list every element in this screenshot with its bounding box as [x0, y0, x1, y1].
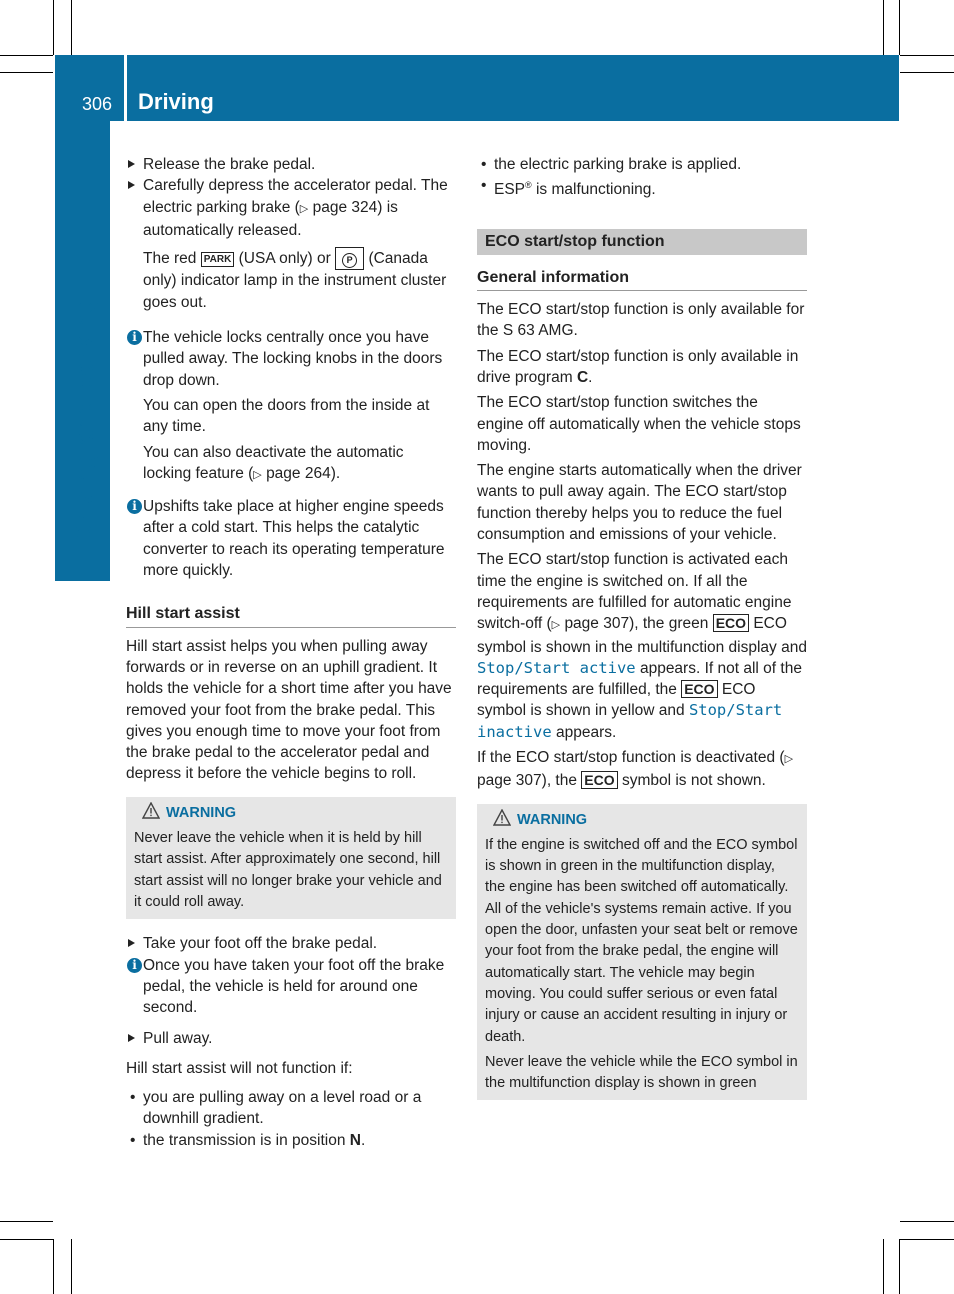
step-foot-off-brake: Take your foot off the brake pedal. — [126, 933, 456, 954]
section-heading-eco: ECO start/stop function — [477, 229, 807, 255]
crop-mark — [0, 1239, 53, 1240]
list-item: • you are pulling away on a level road or a downhill gradient. — [126, 1087, 456, 1130]
header-separator — [124, 55, 127, 121]
info-icon: i — [127, 958, 142, 973]
warning-heading: WARNING — [485, 810, 799, 831]
crop-mark — [53, 0, 54, 55]
crop-mark — [899, 1239, 900, 1294]
crop-mark — [883, 0, 884, 55]
info-note-locking: i The vehicle locks centrally once you have pulled away. The locking knobs in the doors drop down. You can open the doors from the inside at any time. You can also deactivate the automatic locking feature (▷ page 264). — [126, 327, 456, 486]
crop-mark — [900, 72, 954, 73]
warning-box-eco — [477, 804, 807, 1101]
crop-mark — [0, 1221, 53, 1222]
subsection-heading-general: General information — [477, 267, 807, 291]
eco-paragraph: The engine starts automatically when the driver wants to pull away again. The ECO start/stop function thereby helps you to reduce the fuel consumption and emissions of your vehicle. — [477, 462, 802, 544]
warning-text: Never leave the vehicle while the ECO symbol in the multifunction display is shown in green — [485, 1053, 798, 1092]
crop-mark — [0, 55, 53, 56]
crop-mark — [53, 1239, 54, 1294]
page-ref-arrow-icon: ▷ — [299, 202, 309, 215]
list-item: • the transmission is in position N. — [126, 1130, 456, 1151]
page-ref-link[interactable]: page 324 — [312, 198, 378, 216]
display-message-stop-start-active: Stop/Start active — [477, 658, 636, 677]
park-indicator-icon: PARK — [201, 252, 235, 267]
not-function-intro: Hill start assist will not function if: — [126, 1059, 353, 1077]
crop-mark — [71, 0, 72, 55]
eco-paragraph: The ECO start/stop function switches the engine off automatically when the vehicle stops moving. — [477, 394, 801, 454]
crop-mark — [0, 72, 53, 73]
info-note-held: i Once you have taken your foot off the brake pedal, the vehicle is held for around one second. — [126, 955, 456, 1019]
eco-symbol-icon: ECO — [681, 680, 717, 698]
eco-paragraph: If the ECO start/stop function is deactivated (▷ page 307), the ECO symbol is not shown. — [477, 748, 794, 790]
chapter-title: Driving — [138, 89, 214, 114]
warning-box-hill-start — [126, 797, 456, 919]
right-column — [477, 154, 807, 1100]
crop-mark — [899, 0, 900, 55]
section-heading-hill-start: Hill start assist — [126, 603, 456, 627]
info-icon: i — [127, 499, 142, 514]
page-ref-link[interactable]: page 307 — [564, 615, 630, 633]
page-ref-link[interactable]: page 307 — [477, 772, 542, 790]
hill-start-paragraph: Hill start assist helps you when pulling away forwards or in reverse on an uphill gradient. It holds the vehicle for a short time after you have removed your foot from the brake pedal. This gives you enough time to move your foot from the brake pedal to the accelerator pedal and depress it before the vehicle begins to roll. — [126, 637, 452, 783]
page-ref-arrow-icon: ▷ — [784, 752, 794, 765]
step-depress-accelerator: Carefully depress the accelerator pedal. The electric parking brake (▷ page 324) is automatically released. — [126, 175, 456, 241]
page-ref-arrow-icon: ▷ — [253, 468, 262, 481]
crop-mark — [900, 1239, 954, 1240]
page-ref-link[interactable]: page 264 — [266, 464, 331, 482]
eco-paragraph: The ECO start/stop function is activated each time the engine is switched on. If all the requirements are fulfilled for automatic engine switch-off (▷ page 307), the green ECO ECO symbol is shown in the multifunction display and Stop/Start active appears. If not all of the requirements are fulfilled, the ECO ECO symbol is shown in yellow and Stop/Start inactive appears. — [477, 551, 807, 741]
eco-paragraph: The ECO start/stop function is only available for the S 63 AMG. — [477, 301, 805, 340]
crop-mark — [900, 55, 954, 56]
warning-text: If the engine is switched off and the ECO symbol is shown in green in the multifunction display, the engine has been switched off automatically. All of the vehicle's systems remain active. If you open the door, unfasten your seat belt or remove your foot from the brake pedal, the engine will automatically start. The vehicle may begin moving. You could suffer serious or even fatal injury or cause an accident resulting in injury or death. — [485, 836, 798, 1045]
chapter-tab-label: Driving and parking — [68, 297, 99, 543]
page-number: 306 — [82, 94, 113, 114]
warning-text: Never leave the vehicle when it is held by hill start assist. After approximately one second, hill start assist will no longer brake your vehicle and it could roll away. — [134, 830, 442, 910]
crop-mark — [71, 1239, 72, 1294]
info-note-upshifts: i Upshifts take place at higher engine speeds after a cold start. This helps the catalytic converter to reach its operating temperature more quickly. — [126, 496, 456, 581]
warning-triangle-icon — [493, 809, 511, 826]
step-pull-away: Pull away. — [126, 1028, 456, 1049]
eco-symbol-icon: ECO — [581, 771, 617, 789]
eco-symbol-icon: ECO — [713, 614, 749, 632]
step-release-brake: Release the brake pedal. — [126, 154, 456, 175]
list-item: • the electric parking brake is applied. — [477, 154, 807, 175]
warning-heading: WARNING — [134, 803, 448, 824]
info-icon: i — [127, 330, 142, 345]
parking-brake-indicator-icon: P — [335, 247, 364, 270]
page-ref-arrow-icon: ▷ — [551, 619, 561, 632]
indicator-lamp-text: The red PARK (USA only) or P (Canada only) indicator lamp in the instrument cluster goes out. — [126, 247, 456, 313]
crop-mark — [900, 1221, 954, 1222]
list-item: • ESP® is malfunctioning. — [477, 175, 807, 200]
display-message-stop-start-inactive: Stop/Start inactive — [477, 701, 783, 741]
warning-triangle-icon — [142, 802, 160, 819]
crop-mark — [883, 1239, 884, 1294]
eco-paragraph: The ECO start/stop function is only available in drive program C. — [477, 347, 799, 386]
left-column — [126, 154, 456, 1151]
